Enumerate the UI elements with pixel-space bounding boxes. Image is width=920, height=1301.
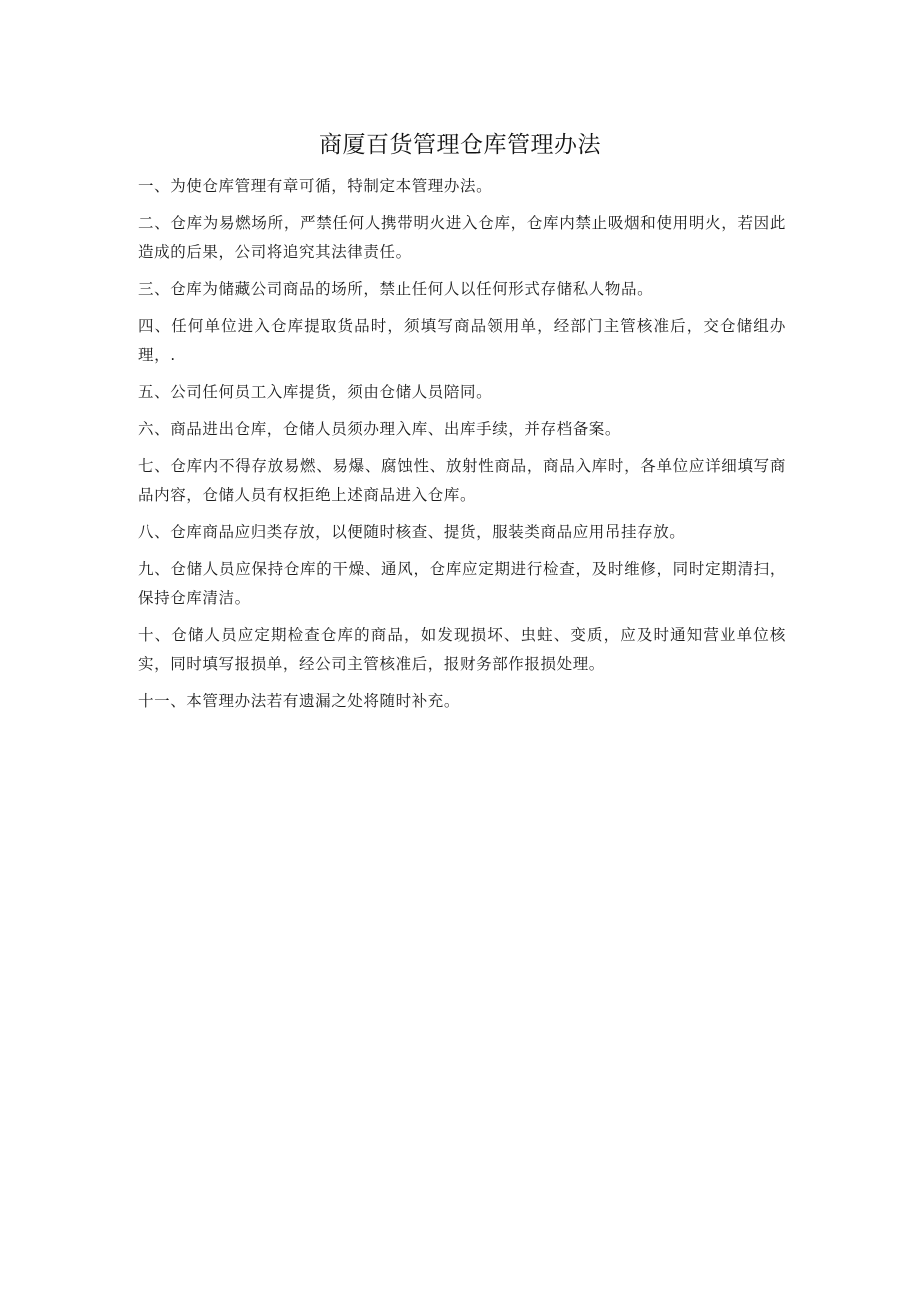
clause-1: 一、为使仓库管理有章可循，特制定本管理办法。 [138, 177, 493, 195]
document-title: 商厦百货管理仓库管理办法 [319, 132, 601, 158]
clause-4: 四、任何单位进入仓库提取货品时，须填写商品领用单，经部门主管核准后，交仓储组办理，. [138, 317, 786, 364]
clause-2: 二、仓库为易燃场所，严禁任何人携带明火进入仓库，仓库内禁止吸烟和使用明火，若因此造成的后果，公司将追究其法律责任。 [138, 214, 786, 261]
clause-11: 十一、本管理办法若有遗漏之处将随时补充。 [138, 692, 461, 710]
clause-8: 八、仓库商品应归类存放，以便随时核查、提货，服装类商品应用吊挂存放。 [138, 523, 686, 541]
clause-9: 九、仓储人员应保持仓库的干燥、通风，仓库应定期进行检查，及时维修，同时定期清扫，保持仓库清洁。 [138, 560, 786, 607]
clause-3: 三、仓库为储藏公司商品的场所，禁止任何人以任何形式存储私人物品。 [138, 280, 654, 298]
clause-5: 五、公司任何员工入库提货，须由仓储人员陪同。 [138, 383, 493, 401]
clause-list [138, 172, 786, 724]
clause-7: 七、仓库内不得存放易燃、易爆、腐蚀性、放射性商品，商品入库时，各单位应详细填写商品内容，仓储人员有权拒绝上述商品进入仓库。 [138, 457, 786, 504]
clause-10: 十、仓储人员应定期检查仓库的商品，如发现损坏、虫蛀、变质，应及时通知营业单位核实，同时填写报损单，经公司主管核准后，报财务部作报损处理。 [138, 626, 786, 673]
clause-6: 六、商品进出仓库，仓储人员须办理入库、出库手续，并存档备案。 [138, 420, 622, 438]
